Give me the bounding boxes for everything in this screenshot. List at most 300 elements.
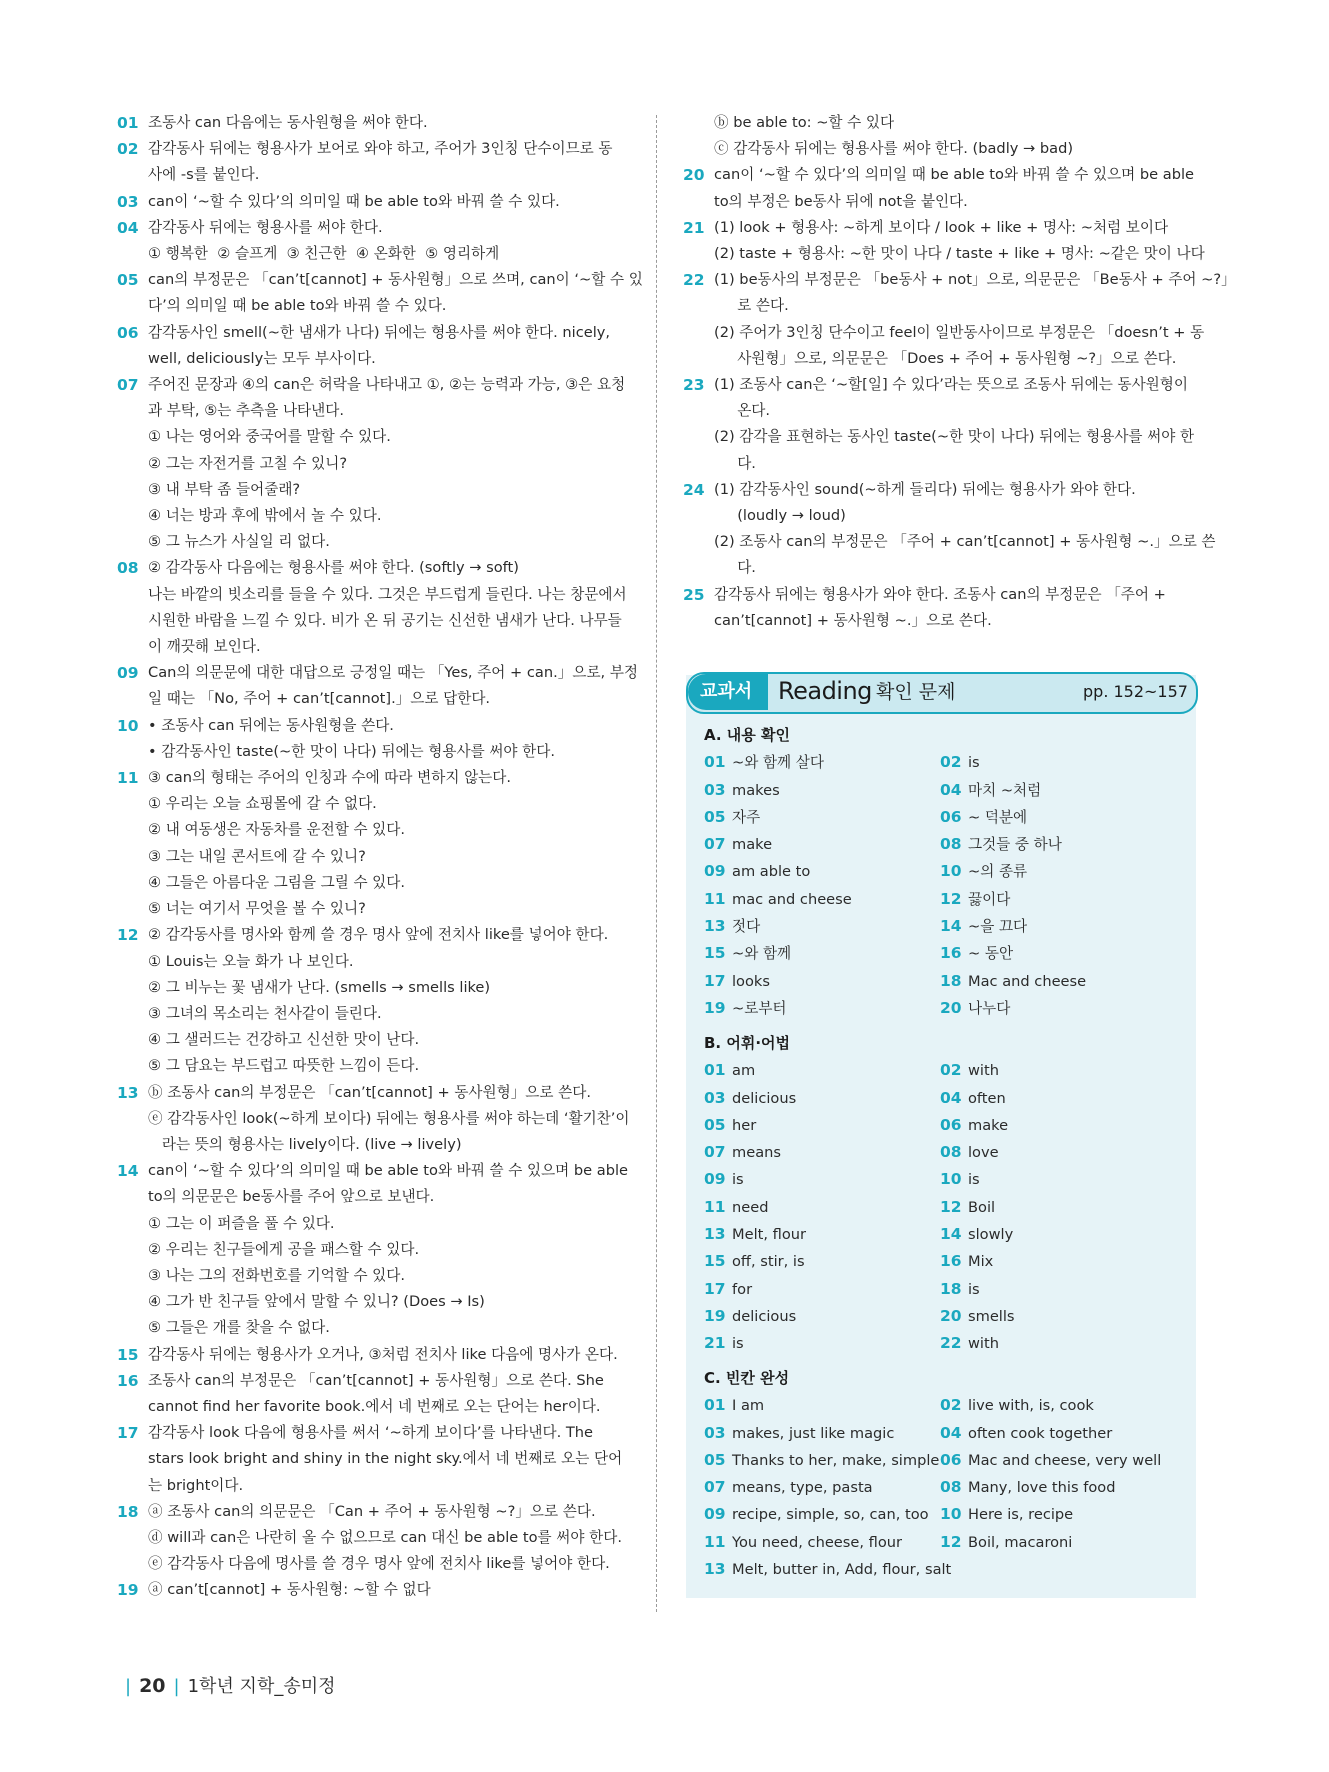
answer-item [117, 1420, 632, 1499]
answer-text: 자주 [732, 808, 761, 826]
answer-cell [940, 804, 1184, 831]
answer-item [117, 189, 632, 215]
explanation-line: • 조동사 can 뒤에는 동사원형을 쓴다. [148, 716, 394, 734]
translation-line: ④ 그들은 아름다운 그림을 그릴 수 있다. [148, 873, 406, 891]
explanation-line: ⓐ can’t[cannot] + 동사원형: ~할 수 없다 [148, 1581, 431, 1599]
answer-text: 그것들 중 하나 [968, 836, 1062, 854]
answer-text: ~로부터 [732, 999, 787, 1017]
explanation-line: 감각동사 look 다음에 형용사를 써서 ‘~하게 보이다’를 나타낸다. The [148, 1424, 594, 1442]
answer-text: means, type, pasta [732, 1479, 873, 1497]
answer-text: often [968, 1089, 1006, 1107]
explanation-line: 감각동사인 smell(~한 냄새가 나다) 뒤에는 형용사를 써야 한다. nicely, [148, 323, 611, 341]
translation-line: ① Louis는 오늘 화가 나 보인다. [148, 952, 354, 970]
explanation-line: • 감각동사인 taste(~한 맛이 나다) 뒤에는 형용사를 써야 한다. [148, 742, 555, 760]
answer-cell [704, 858, 940, 885]
answer-cell [704, 995, 940, 1022]
explanation-line: (1) 조동사 can은 ‘~할[일] 수 있다’라는 뜻으로 조동사 뒤에는 동사원형이 [714, 376, 1188, 394]
answer-cell [704, 886, 940, 913]
answer-explanation [148, 320, 632, 372]
translation-line: ② 내 여동생은 자동차를 운전할 수 있다. [148, 821, 406, 839]
answer-text: for [732, 1280, 753, 1298]
explanation-line: ⓔ 감각동사인 look(~하게 보이다) 뒤에는 형용사를 써야 하는데 ‘활기찬’이 [148, 1109, 630, 1127]
answer-item [117, 555, 632, 660]
answer-text: ~ 동안 [968, 945, 1014, 963]
translation-line: ② 우리는 친구들에게 공을 패스할 수 있다. [148, 1240, 420, 1258]
answer-text: delicious [732, 1307, 797, 1325]
answer-explanation [148, 267, 643, 319]
answer-cell [940, 1085, 1184, 1112]
answer-text: am [732, 1062, 756, 1080]
answer-number: 06 [940, 1115, 962, 1134]
answer-number: 15 [704, 944, 726, 963]
answer-cell [704, 1330, 940, 1357]
answer-cell [704, 1529, 940, 1556]
answer-cell [940, 1501, 1184, 1528]
answer-number: 07 [704, 1143, 726, 1162]
answer-text: ~의 종류 [968, 863, 1028, 881]
answer-text: Here is, recipe [968, 1506, 1074, 1524]
explanation-line: ⓐ 조동사 can의 의문문은 「Can + 주어 + 동사원형 ~?」으로 쓴다. [148, 1502, 596, 1520]
answer-item [117, 765, 632, 922]
answer-number: 09 [704, 862, 726, 881]
answer-cell [940, 1447, 1184, 1474]
answer-cell [704, 1166, 940, 1193]
answer-number: 02 [117, 140, 139, 159]
translation-line: ④ 너는 방과 후에 밖에서 놀 수 있다. [148, 507, 382, 525]
answer-cell [940, 1474, 1184, 1501]
answer-cell [940, 1276, 1184, 1303]
answer-number: 17 [704, 1279, 726, 1298]
explanation-line: 과 부탁, ⑤는 추측을 나타낸다. [148, 402, 344, 420]
answer-text: looks [732, 972, 770, 990]
answer-item [683, 267, 1236, 372]
answer-cell [704, 1556, 952, 1583]
answer-explanation [714, 110, 1201, 162]
answer-number: 14 [940, 917, 962, 936]
explanation-line: 사원형」으로, 의문문은 「Does + 주어 + 동사원형 ~?」으로 쓴다. [714, 349, 1177, 367]
answer-number: 10 [117, 716, 139, 735]
answer-number: 17 [704, 971, 726, 990]
answer-explanation [148, 215, 632, 267]
answer-text: her [732, 1116, 757, 1134]
answer-number: 10 [940, 862, 962, 881]
answer-cell [940, 858, 1184, 885]
answer-cell [940, 995, 1184, 1022]
answer-cell [940, 968, 1184, 995]
answer-item [117, 1158, 632, 1341]
explanation-line: Can의 의문문에 대한 대답으로 긍정일 때는 「Yes, 주어 + can.」으로, 부정 [148, 664, 639, 682]
section-fill-blanks [704, 1365, 1184, 1583]
answer-explanation [148, 1342, 632, 1368]
answer-number: 08 [940, 835, 962, 854]
answer-text: off, stir, is [732, 1253, 805, 1271]
answer-text: delicious [732, 1089, 797, 1107]
answer-item [117, 1368, 632, 1420]
answer-text: 젓다 [732, 918, 761, 936]
explanation-line: 이 깨끗해 보인다. [148, 638, 261, 656]
answer-number: 21 [704, 1334, 726, 1353]
answer-text: need [732, 1198, 769, 1216]
answer-number: 24 [683, 480, 705, 499]
answer-text: makes, just like magic [732, 1424, 895, 1442]
section-heading: B. 어휘·어법 [704, 1034, 791, 1052]
answer-text: often cook together [968, 1424, 1113, 1442]
answer-item [683, 372, 1201, 477]
explanation-line: 로 쓴다. [714, 297, 789, 315]
page-number: 20 [139, 1675, 166, 1697]
answer-explanation [714, 372, 1201, 477]
answer-cell [940, 831, 1184, 858]
explanation-line: 다’의 의미일 때 be able to와 바꿔 쓸 수 있다. [148, 297, 447, 315]
answer-number: 11 [117, 769, 139, 788]
answer-number: 15 [704, 1252, 726, 1271]
answer-text: Boil [968, 1198, 996, 1216]
answer-item [117, 1499, 632, 1578]
answer-cell [704, 1474, 940, 1501]
answer-explanation [148, 660, 638, 712]
answer-cell [704, 1085, 940, 1112]
answer-explanation [148, 1499, 632, 1578]
answer-number: 21 [683, 218, 705, 237]
answer-text: ~와 함께 [732, 945, 792, 963]
answer-number: 01 [704, 753, 726, 772]
explanation-line: 라는 뜻의 형용사는 lively이다. (live → lively) [148, 1135, 462, 1153]
explanation-line: ⓑ 조동사 can의 부정문은 「can’t[cannot] + 동사원형」으로 쓴다. [148, 1083, 591, 1101]
answer-number: 11 [704, 1532, 726, 1551]
answer-item [117, 1342, 632, 1368]
answer-text: means [732, 1144, 781, 1162]
explanation-line: 조동사 can 다음에는 동사원형을 써야 한다. [148, 114, 428, 131]
answer-explanation [148, 189, 632, 215]
answer-cell [940, 1166, 1184, 1193]
answer-text: I am [732, 1397, 765, 1415]
answer-number: 09 [704, 1505, 726, 1524]
answer-text: is [968, 1280, 980, 1298]
explanation-line: ⓔ 감각동사 다음에 명사를 쓸 경우 명사 앞에 전치사 like를 넣어야 한다. [148, 1555, 610, 1573]
answer-text: Mix [968, 1253, 994, 1271]
answer-number: 04 [117, 218, 139, 237]
answer-number: 20 [940, 998, 962, 1017]
answer-item [117, 136, 632, 188]
answer-cell [704, 1057, 940, 1084]
answer-cell [704, 1447, 940, 1474]
answer-text: smells [968, 1307, 1015, 1325]
answer-explanation [148, 110, 632, 136]
answer-number: 16 [940, 1252, 962, 1271]
explanation-line: can이 ‘~할 수 있다’의 의미일 때 be able to와 바꿔 쓸 수 있으며 be able [148, 1162, 629, 1180]
explanation-line: 조동사 can의 부정문은 「can’t[cannot] + 동사원형」으로 쓴다. She [148, 1371, 604, 1389]
explanation-line: (1) look + 형용사: ~하게 보이다 / look + like + 명사: ~처럼 보이다 [714, 218, 1169, 236]
answer-number: 13 [704, 1225, 726, 1244]
answer-number: 20 [683, 166, 705, 185]
explanation-line: 감각동사 뒤에는 형용사를 써야 한다. [148, 218, 383, 236]
column-divider [656, 115, 657, 1612]
answer-cell [940, 1057, 1184, 1084]
explanation-line: (2) 주어가 3인칭 단수이고 feel이 일반동사이므로 부정문은 「doesn’t + 동 [714, 323, 1205, 341]
answer-number: 11 [704, 889, 726, 908]
answer-number: 15 [117, 1345, 139, 1364]
translation-line: ⑤ 너는 여기서 무엇을 볼 수 있니? [148, 900, 366, 918]
answer-cell [940, 1330, 1184, 1357]
answer-text: Many, love this food [968, 1479, 1116, 1497]
translation-line: ③ 내 부탁 좀 들어줄래? [148, 480, 301, 498]
answer-number: 18 [940, 971, 962, 990]
answer-number: 18 [117, 1502, 139, 1521]
answer-grid [704, 1392, 1184, 1583]
textbook-badge-label: 교과서 [700, 681, 753, 702]
answer-text: 나누다 [968, 999, 1011, 1017]
section-content-check [704, 722, 1184, 1022]
answer-text: make [968, 1116, 1009, 1134]
answer-cell [704, 940, 940, 967]
answer-number: 07 [704, 835, 726, 854]
explanation-line: 감각동사 뒤에는 형용사가 와야 한다. 조동사 can의 부정문은 「주어 + [714, 585, 1166, 603]
explanation-line: can이 ‘~할 수 있다’의 의미일 때 be able to와 바꿔 쓸 수 있으며 be able [714, 166, 1195, 184]
answer-number: 02 [940, 753, 962, 772]
answer-cell [704, 1303, 940, 1330]
reading-label: Reading [778, 677, 872, 705]
translation-line: ④ 그 샐러드는 건강하고 신선한 맛이 난다. [148, 1031, 420, 1049]
answer-number: 06 [117, 323, 139, 342]
answer-number: 20 [940, 1306, 962, 1325]
answer-item [117, 215, 632, 267]
explanation-line: 사에 -s를 붙인다. [148, 166, 260, 184]
answer-text: love [968, 1144, 999, 1162]
answer-text: make [732, 836, 773, 854]
answer-text: Mac and cheese [968, 972, 1087, 990]
answer-text: You need, cheese, flour [732, 1533, 903, 1551]
answer-number: 05 [704, 1115, 726, 1134]
answer-explanation [148, 1080, 632, 1159]
answer-text: with [968, 1062, 999, 1080]
answer-item [683, 162, 1201, 214]
answer-item [683, 477, 1216, 582]
section-vocab-grammar [704, 1030, 1184, 1358]
explanation-line: (2) 감각을 표현하는 동사인 taste(~한 맛이 나다) 뒤에는 형용사를 써야 한 [714, 428, 1195, 446]
answer-cell [704, 1248, 940, 1275]
answer-number: 16 [940, 944, 962, 963]
answer-item [117, 267, 643, 319]
answer-number: 03 [704, 1088, 726, 1107]
answer-cell [940, 1392, 1184, 1419]
translation-line: ⑤ 그 뉴스가 사실일 리 없다. [148, 533, 330, 551]
answer-number: 23 [683, 376, 705, 395]
answer-explanation [148, 372, 632, 555]
answer-number: 01 [704, 1396, 726, 1415]
footer-rule: | [173, 1676, 180, 1697]
explanation-line: stars look bright and shiny in the night sky.에서 네 번째로 오는 단어 [148, 1450, 623, 1468]
answer-cell [940, 1248, 1184, 1275]
answer-text: Melt, butter in, Add, flour, salt [732, 1561, 952, 1579]
answer-number: 12 [940, 889, 962, 908]
answer-cell [704, 1112, 940, 1139]
section-heading: A. 내용 확인 [704, 726, 790, 744]
answer-item [117, 713, 632, 765]
answer-number: 08 [940, 1478, 962, 1497]
answer-explanation [714, 477, 1216, 582]
explanation-line: 다. [714, 559, 756, 577]
answer-text: live with, is, cook [968, 1397, 1094, 1415]
answer-number: 10 [940, 1505, 962, 1524]
explanation-line: can이 ‘~할 수 있다’의 의미일 때 be able to와 바꿔 쓸 수 있다. [148, 192, 560, 210]
explanation-line: 시원한 바람을 느낄 수 있다. 비가 온 뒤 공기는 신선한 냄새가 난다. 나무들 [148, 611, 622, 629]
answer-item [117, 922, 632, 1079]
translation-line: ② 그는 자전거를 고칠 수 있니? [148, 454, 348, 472]
translation-line: ③ 그녀의 목소리는 천사같이 들린다. [148, 1004, 382, 1022]
answer-number: 04 [940, 1088, 962, 1107]
translation-line: ① 행복한 ② 슬프게 ③ 친근한 ④ 온화한 ⑤ 영리하게 [148, 245, 500, 263]
answer-text: ~ 덕분에 [968, 808, 1028, 826]
answer-number: 01 [704, 1061, 726, 1080]
answer-number: 03 [704, 1423, 726, 1442]
translation-line: ② 그 비누는 꽃 냄새가 난다. (smells → smells like) [148, 978, 491, 996]
answer-cell [940, 749, 1184, 776]
answer-cell [940, 913, 1184, 940]
answer-cell [704, 1392, 940, 1419]
answer-explanation [148, 1577, 632, 1603]
answer-number: 17 [117, 1424, 139, 1443]
explanation-line: (1) 감각동사인 sound(~하게 들리다) 뒤에는 형용사가 와야 한다. [714, 480, 1136, 498]
answer-explanation [148, 136, 632, 188]
answer-number: 06 [940, 1450, 962, 1469]
answer-item [117, 320, 632, 372]
answer-number: 22 [940, 1334, 962, 1353]
page-footer [117, 1673, 336, 1700]
answer-cell [940, 1112, 1184, 1139]
answer-number: 22 [683, 271, 705, 290]
answer-item [117, 110, 632, 136]
answer-cell [704, 831, 940, 858]
answer-number: 12 [117, 926, 139, 945]
answer-cell [704, 1139, 940, 1166]
translation-line: ① 우리는 오늘 쇼핑몰에 갈 수 없다. [148, 795, 377, 813]
answer-number: 09 [704, 1170, 726, 1189]
answer-item [683, 110, 1201, 162]
answer-number: 16 [117, 1371, 139, 1390]
explanation-line: (2) taste + 형용사: ~한 맛이 나다 / taste + like + 명사: ~같은 맛이 나다 [714, 245, 1205, 263]
answer-cell [704, 1501, 940, 1528]
answer-number: 09 [117, 664, 139, 683]
reading-box-title: 확인 문제 [876, 681, 956, 703]
answer-text: is [732, 1171, 744, 1189]
answer-item [117, 1577, 632, 1603]
explanation-line: ③ can의 형태는 주어의 인칭과 수에 따라 변하지 않는다. [148, 769, 512, 787]
answer-explanation [148, 1420, 632, 1499]
answer-item [117, 372, 632, 555]
page-range: pp. 152~157 [1083, 682, 1188, 701]
answer-number: 13 [704, 917, 726, 936]
explanation-line: can의 부정문은 「can’t[cannot] + 동사원형」으로 쓰며, can이 ‘~할 수 있 [148, 271, 643, 289]
answer-text: am able to [732, 863, 811, 881]
answer-text: with [968, 1335, 999, 1353]
answer-number: 07 [704, 1478, 726, 1497]
answer-number: 01 [117, 114, 139, 132]
answer-explanation [714, 162, 1201, 214]
answer-number: 07 [117, 376, 139, 395]
answer-cell [940, 1139, 1184, 1166]
translation-line: ⑤ 그 담요는 부드럽고 따뜻한 느낌이 든다. [148, 1057, 420, 1075]
answer-cell [940, 1420, 1184, 1447]
answer-cell [704, 1420, 940, 1447]
explanation-line: (2) 조동사 can의 부정문은 「주어 + can’t[cannot] + 동사원형 ~.」으로 쓴 [714, 533, 1216, 551]
answer-explanation [148, 713, 632, 765]
answer-text: 끓이다 [968, 890, 1011, 908]
answer-text: Boil, macaroni [968, 1533, 1073, 1551]
answer-item [683, 582, 1201, 634]
footer-rule: | [125, 1676, 132, 1697]
answer-cell [940, 1221, 1184, 1248]
answer-cell [704, 1194, 940, 1221]
answer-number: 10 [940, 1170, 962, 1189]
answer-cell [940, 1529, 1184, 1556]
answer-number: 18 [940, 1279, 962, 1298]
answer-text: recipe, simple, so, can, too [732, 1506, 929, 1524]
answer-number: 11 [704, 1197, 726, 1216]
answer-cell [704, 968, 940, 995]
section-heading: C. 빈칸 완성 [704, 1369, 790, 1387]
explanation-line: (1) be동사의 부정문은 「be동사 + not」으로, 의문문은 「Be동사 + 주어 ~?」 [714, 271, 1236, 289]
answer-number: 03 [704, 780, 726, 799]
translation-line: ① 그는 이 퍼즐을 풀 수 있다. [148, 1214, 335, 1232]
answer-cell [940, 777, 1184, 804]
answer-item [117, 660, 639, 712]
explanation-line: 감각동사 뒤에는 형용사가 오거나, ③처럼 전치사 like 다음에 명사가 온다. [148, 1345, 618, 1363]
answer-number: 06 [940, 807, 962, 826]
answer-cell [940, 1303, 1184, 1330]
answer-number: 02 [940, 1396, 962, 1415]
explanation-line: well, deliciously는 모두 부사이다. [148, 349, 376, 367]
answer-cell [940, 886, 1184, 913]
answer-text: is [968, 1171, 980, 1189]
answer-explanation [148, 765, 632, 922]
explanation-line: (loudly → loud) [714, 507, 846, 525]
explanation-line: ⓑ be able to: ~할 수 있다 [714, 114, 895, 131]
explanation-line: cannot find her favorite book.에서 네 번째로 오는 단어는 her이다. [148, 1397, 601, 1415]
answer-text: mac and cheese [732, 890, 852, 908]
explanation-line: 일 때는 「No, 주어 + can’t[cannot].」으로 답한다. [148, 690, 491, 708]
translation-line: ⑤ 그들은 개를 찾을 수 없다. [148, 1319, 330, 1337]
explanation-line: ② 감각동사를 명사와 함께 쓸 경우 명사 앞에 전치사 like를 넣어야 한다. [148, 926, 609, 944]
footer-text: 1학년 지학_송미정 [187, 1676, 336, 1697]
explanation-line: ⓒ 감각동사 뒤에는 형용사를 써야 한다. (badly → bad) [714, 140, 1074, 158]
answer-cell [704, 777, 940, 804]
answer-cell [704, 1221, 940, 1248]
answer-number: 19 [704, 998, 726, 1017]
explanation-line: ⓓ will과 can은 나란히 올 수 없으므로 can 대신 be able to를 써야 한다. [148, 1528, 622, 1546]
explanation-line: to의 의문문은 be동사를 주어 앞으로 보낸다. [148, 1188, 435, 1206]
explanation-line: ② 감각동사 다음에는 형용사를 써야 한다. (softly → soft) [148, 559, 519, 577]
answer-item [683, 215, 1205, 267]
answer-number: 03 [117, 192, 139, 211]
answer-explanation [148, 922, 632, 1079]
explanation-line: 나는 바깥의 빗소리를 들을 수 있다. 그것은 부드럽게 들린다. 나는 창문에서 [148, 585, 627, 603]
answer-text: Mac and cheese, very well [968, 1451, 1162, 1469]
translation-line: ① 나는 영어와 중국어를 말할 수 있다. [148, 428, 391, 446]
answer-cell [940, 940, 1184, 967]
translation-line: ③ 그는 내일 콘서트에 갈 수 있니? [148, 847, 366, 865]
answer-cell [704, 804, 940, 831]
answer-number: 14 [940, 1225, 962, 1244]
answer-text: 마치 ~처럼 [968, 781, 1042, 799]
explanation-line: 감각동사 뒤에는 형용사가 보어로 와야 하고, 주어가 3인칭 단수이므로 동 [148, 140, 613, 158]
answer-number: 05 [704, 807, 726, 826]
answer-number: 19 [704, 1306, 726, 1325]
answer-number: 08 [117, 559, 139, 578]
answer-text: ~와 함께 살다 [732, 754, 824, 772]
answer-text: is [732, 1335, 744, 1353]
answer-number: 19 [117, 1581, 139, 1600]
answer-grid [704, 749, 1184, 1022]
